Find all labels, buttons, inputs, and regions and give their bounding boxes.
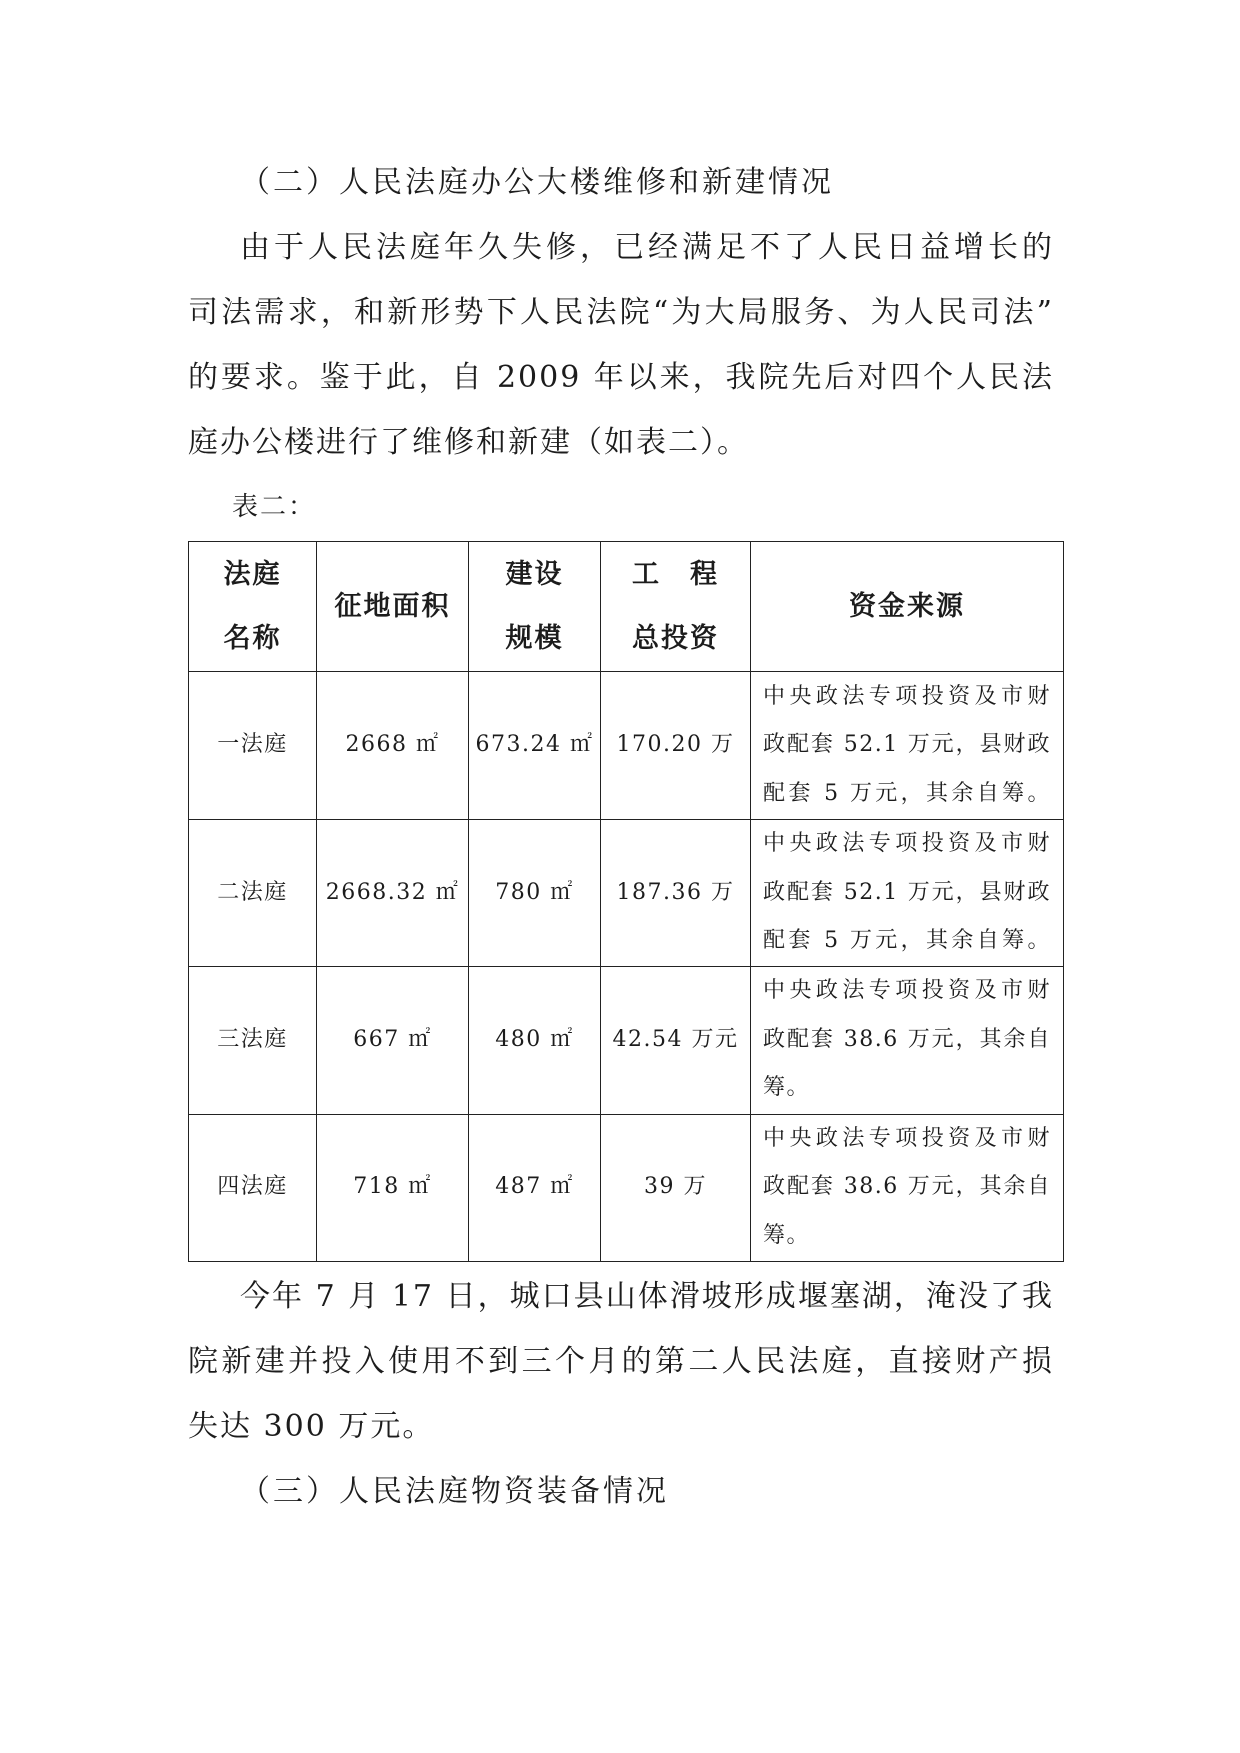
cell-court-name: 一法庭 [189, 672, 317, 820]
cell-building-scale: 480 ㎡ [469, 966, 601, 1114]
cell-building-scale: 487 ㎡ [469, 1114, 601, 1261]
paragraph-line: 失达 300 万元。 [188, 1409, 435, 1444]
table-caption: 表二： [232, 492, 317, 522]
cell-funding-source [751, 820, 1064, 967]
cell-land-area: 718 ㎡ [317, 1114, 469, 1261]
cell-total-investment: 39 万 [601, 1114, 751, 1261]
cell-total-investment: 187.36 万 [601, 820, 751, 967]
funding-source-line: 政配套 38.6 万元，其余自 [763, 1026, 1051, 1052]
funding-source-line: 中央政法专项投资及市财 [763, 1125, 1051, 1151]
court-building-table [188, 541, 1064, 1262]
paragraph-line: 司法需求，和新形势下人民法院“为大局服务、为人民司法” [188, 295, 1054, 330]
header-line: 征地面积 [334, 590, 451, 622]
table-row [189, 966, 1064, 1114]
header-line: 名称 [223, 622, 282, 654]
cell-funding-source [751, 672, 1064, 820]
cell-land-area: 667 ㎡ [317, 966, 469, 1114]
funding-source-line: 政配套 52.1 万元，县财政 [763, 732, 1051, 758]
funding-source-line: 政配套 52.1 万元，县财政 [763, 879, 1051, 905]
table-row [189, 820, 1064, 967]
header-line: 法庭 [223, 558, 282, 590]
cell-building-scale: 673.24 ㎡ [469, 672, 601, 820]
after-table-block [188, 1264, 1054, 1524]
cell-total-investment: 42.54 万元 [601, 966, 751, 1114]
paragraph-line: 庭办公楼进行了维修和新建（如表二）。 [188, 425, 749, 460]
header-line: 建设 [505, 558, 564, 590]
funding-source-line: 中央政法专项投资及市财 [763, 831, 1051, 856]
funding-source-line: 筹。 [763, 1075, 811, 1101]
funding-source-line: 配套 5 万元，其余自筹。 [763, 928, 1051, 953]
column-header-court-name [189, 542, 317, 672]
section-heading: （二）人民法庭办公大楼维修和新建情况 [240, 165, 834, 200]
column-header-building-scale [469, 542, 601, 672]
column-header-funding-source [751, 542, 1064, 672]
header-line: 规模 [505, 622, 564, 654]
column-header-total-investment [601, 542, 751, 672]
cell-court-name: 四法庭 [189, 1114, 317, 1261]
cell-court-name: 二法庭 [189, 820, 317, 967]
table-header-row [189, 542, 1064, 672]
funding-source-line: 筹。 [763, 1222, 811, 1248]
table-row [189, 672, 1064, 820]
funding-source-line: 中央政法专项投资及市财 [763, 683, 1051, 709]
cell-total-investment: 170.20 万 [601, 672, 751, 820]
paragraph-line: 今年 7 月 17 日，城口县山体滑坡形成堰塞湖，淹没了我 [240, 1279, 1054, 1314]
column-header-land-area [317, 542, 469, 672]
table-row [189, 1114, 1064, 1261]
header-line: 工 程 [632, 558, 719, 590]
cell-land-area: 2668.32 ㎡ [317, 820, 469, 967]
cell-funding-source [751, 1114, 1064, 1261]
funding-source-line: 配套 5 万元，其余自筹。 [763, 780, 1051, 806]
section-heading: （三）人民法庭物资装备情况 [240, 1474, 669, 1509]
paragraph-line: 的要求。鉴于此，自 2009 年以来，我院先后对四个人民法 [188, 360, 1054, 395]
section-2-block [188, 150, 1054, 540]
header-line: 资金来源 [849, 590, 965, 622]
funding-source-line: 政配套 38.6 万元，其余自 [763, 1174, 1051, 1200]
paragraph-line: 院新建并投入使用不到三个月的第二人民法庭，直接财产损 [188, 1344, 1054, 1379]
cell-land-area: 2668 ㎡ [317, 672, 469, 820]
cell-building-scale: 780 ㎡ [469, 820, 601, 967]
paragraph-line: 由于人民法庭年久失修，已经满足不了人民日益增长的 [240, 230, 1054, 265]
header-line: 总投资 [632, 622, 719, 654]
cell-funding-source [751, 966, 1064, 1114]
funding-source-line: 中央政法专项投资及市财 [763, 978, 1051, 1004]
cell-court-name: 三法庭 [189, 966, 317, 1114]
